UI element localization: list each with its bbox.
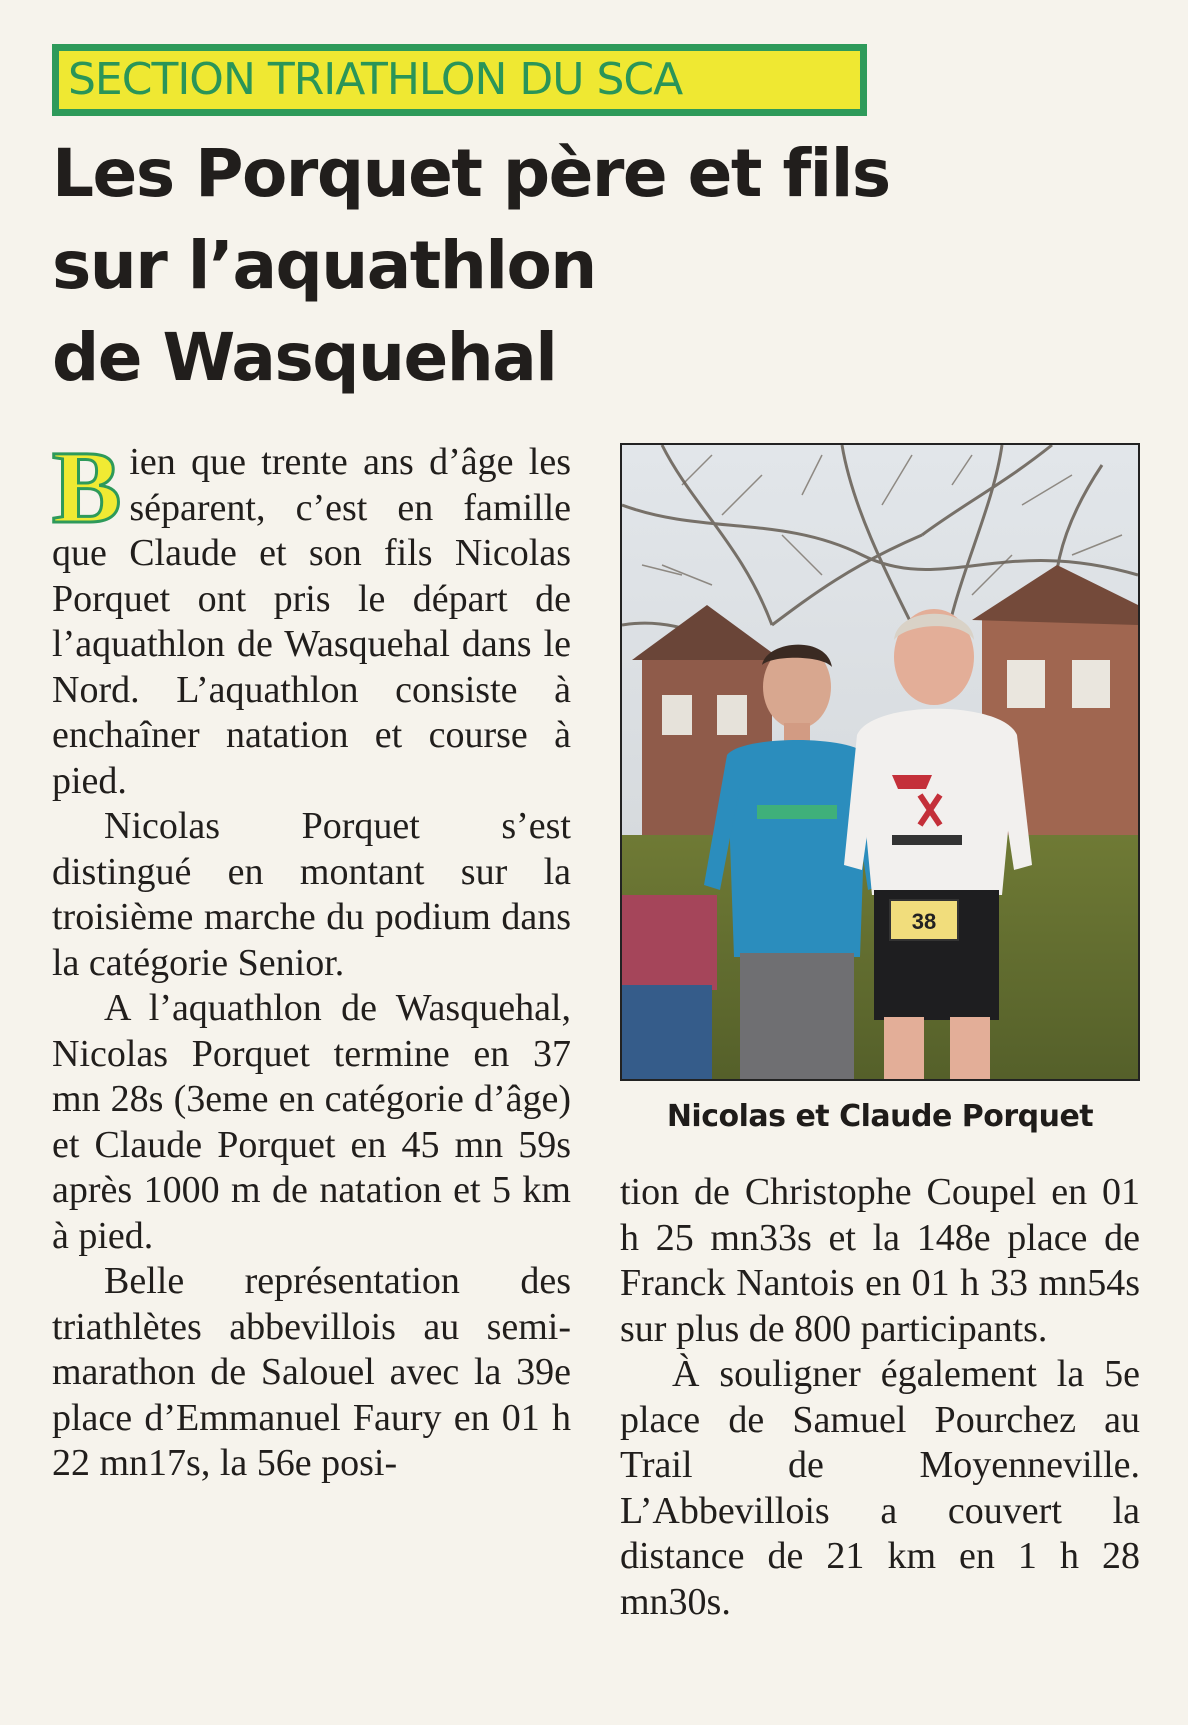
- paragraph-trail: À souligner également la 5e place de Samuel Pourchez au Trail de Moyenneville. L’Abbevillois a couvert la distance de 21 km en 1 h 28 mn30s.: [620, 1353, 1140, 1623]
- table-cloth: [622, 895, 717, 990]
- drop-cap: B: [52, 430, 122, 545]
- paragraph-intro-text: ien que trente ans d’âge les séparent, c’est en famille que Claude et son fils Nicolas Porquet ont pris le départ de l’aquathlon de Wasquehal dans le Nord. L’aquathlon consiste à enchaîner natation et course à pied.: [52, 441, 571, 802]
- section-kicker: SECTION TRIATHLON DU SCA: [52, 44, 867, 116]
- paragraph-semi-marathon: Belle représentation des triathlètes abbevillois au semi-marathon de Salouel avec la 39e place d’Emmanuel Faury en 01 h 22 mn17s, la 56e posi-: [52, 1260, 571, 1484]
- article-column-right: [620, 1170, 1140, 1625]
- headline-line-1: Les Porquet père et fils: [52, 135, 890, 212]
- headline: [52, 128, 1052, 404]
- headline-line-2: sur l’aquathlon: [52, 227, 596, 304]
- paragraph-podium: Nicolas Porquet s’est distingué en montant sur la troisième marche du podium dans la catégorie Senior.: [52, 805, 571, 984]
- article-photo: [620, 443, 1140, 1081]
- bib-number: 38: [911, 909, 937, 934]
- photo-illustration: [622, 445, 1138, 1079]
- article-column-left: [52, 430, 571, 1487]
- photo-caption: Nicolas et Claude Porquet: [666, 1099, 1094, 1134]
- paragraph-results: A l’aquathlon de Wasquehal, Nicolas Porquet termine en 37 mn 28s (3eme en catégorie d’âge) et Claude Porquet en 45 mn 59s après 1000 m de natation et 5 km à pied.: [52, 987, 571, 1257]
- paragraph-intro: [52, 430, 571, 804]
- paragraph-semi-marathon-cont: tion de Christophe Coupel en 01 h 25 mn33s et la 148e place de Franck Nantois en 01 h 33 mn54s sur plus de 800 participants.: [620, 1171, 1140, 1350]
- headline-line-3: de Wasquehal: [52, 319, 557, 396]
